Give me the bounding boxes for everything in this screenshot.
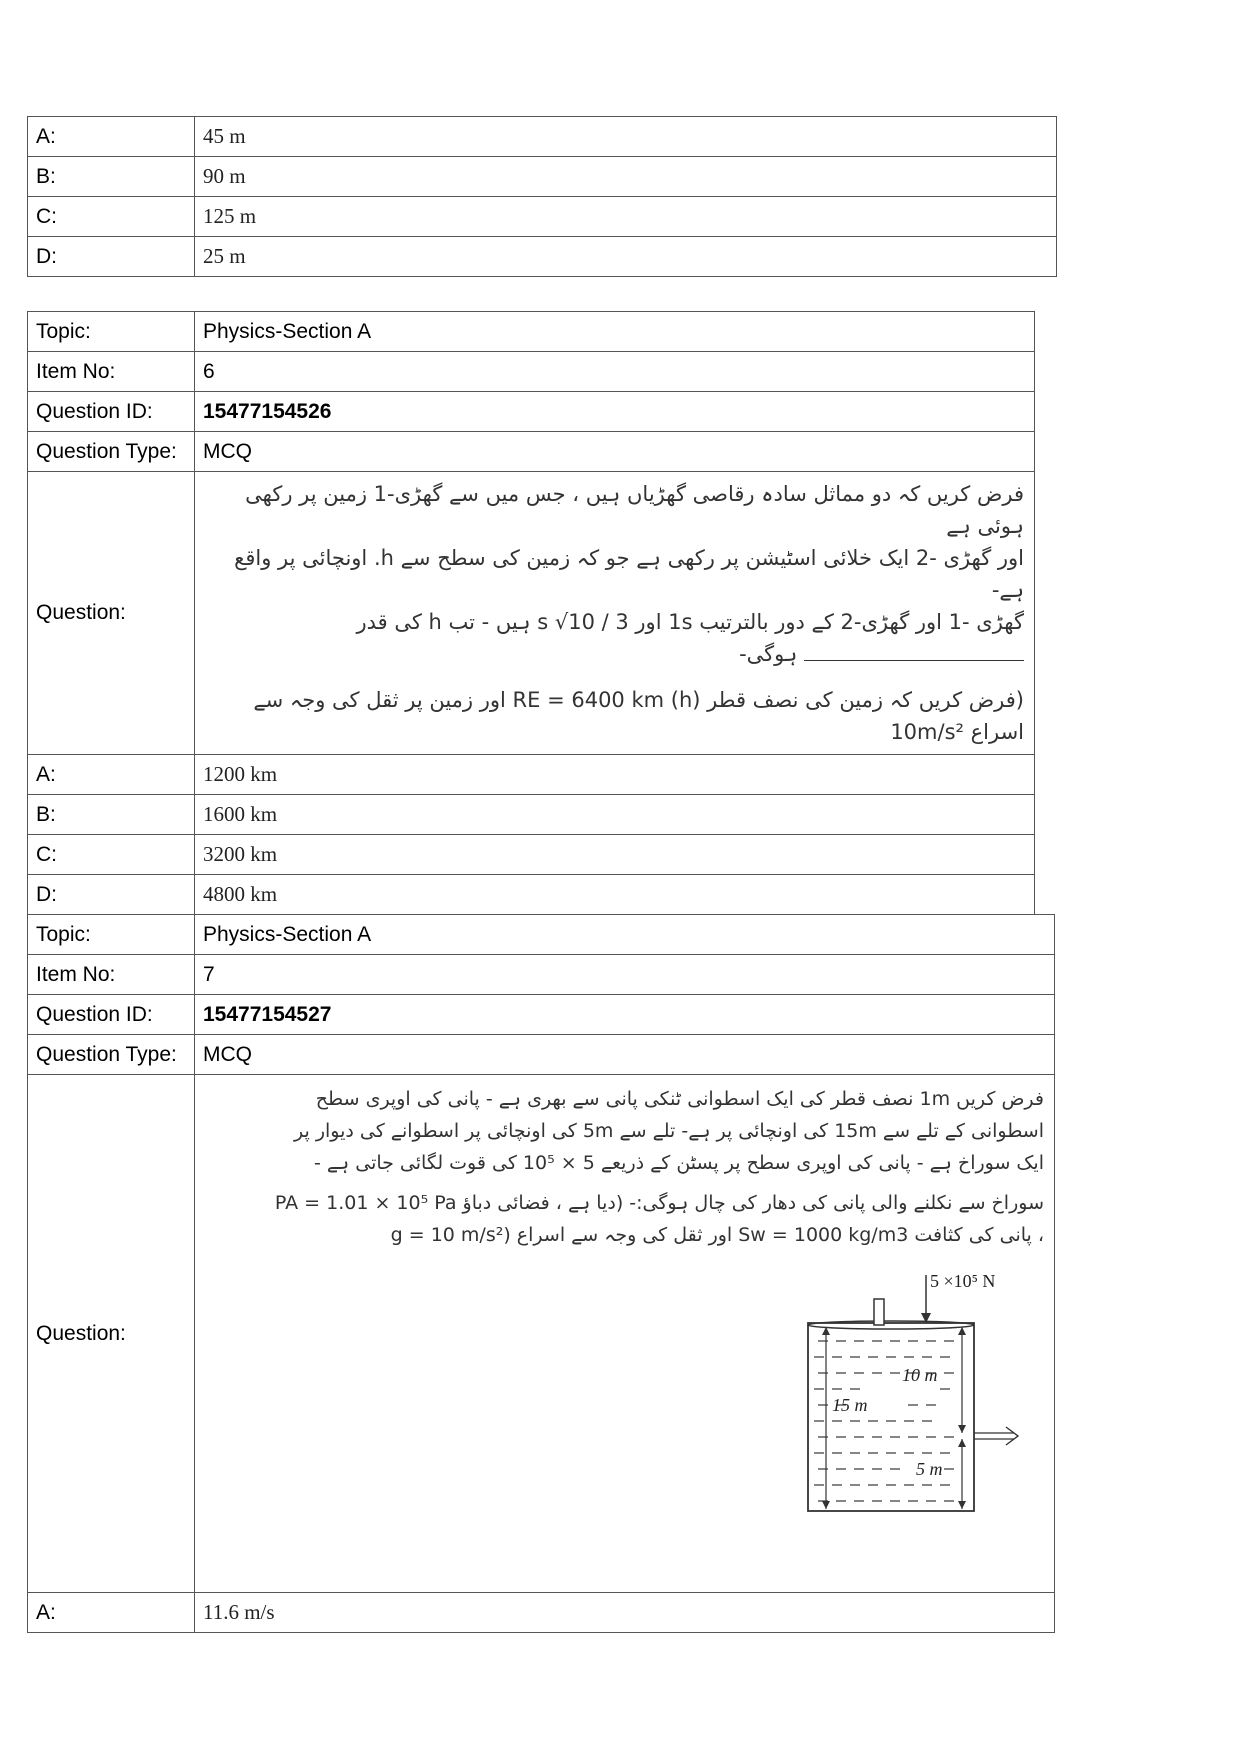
- topic-row: [28, 915, 1055, 955]
- question-label: Question:: [28, 1075, 195, 1593]
- qid-label: Question ID:: [28, 995, 195, 1035]
- item-row: [28, 352, 1035, 392]
- question-line: (فرض کریں کہ زمین کی نصف قطر (h) RE = 6400 km اور زمین پر ثقل کی وجہ سے: [253, 688, 1024, 712]
- tank-figure-wrap: [205, 1267, 1044, 1537]
- option-row: [28, 795, 1035, 835]
- option-value: 25 m: [195, 237, 1057, 277]
- option-value: 1600 km: [195, 795, 1035, 835]
- force-label: 5 ×10⁵ N: [930, 1271, 996, 1291]
- qtype-label: Question Type:: [28, 1035, 195, 1075]
- question-label: Question:: [28, 472, 195, 755]
- item-label: Item No:: [28, 955, 195, 995]
- option-value: 1200 km: [195, 755, 1035, 795]
- question-table-item-6: [27, 311, 1035, 915]
- option-value: 4800 km: [195, 875, 1035, 915]
- question-line: اور گھڑی -2 ایک خلائی اسٹیشن پر رکھی ہے جو کہ زمین کی سطح سے h. اونچائی پر واقع ہے-: [234, 546, 1024, 602]
- option-row: [28, 835, 1035, 875]
- tank-wall: [808, 1323, 974, 1511]
- topic-value: Physics-Section A: [195, 312, 1035, 352]
- qid-row: [28, 995, 1055, 1035]
- height-5m-label: 5 m: [916, 1459, 943, 1479]
- option-row: [28, 237, 1057, 277]
- dim-arrowhead: [958, 1425, 966, 1433]
- qtype-label: Question Type:: [28, 432, 195, 472]
- question-text: [195, 1075, 1055, 1593]
- option-label: A:: [28, 755, 195, 795]
- qtype-value: MCQ: [195, 1035, 1055, 1075]
- option-label: D:: [28, 237, 195, 277]
- jet-arrowhead: [1006, 1427, 1018, 1445]
- answer-blank: [804, 642, 1024, 661]
- option-label: C:: [28, 835, 195, 875]
- item-value: 7: [195, 955, 1055, 995]
- option-value: 3200 km: [195, 835, 1035, 875]
- question-line: ، پانی کی کثافت Sw = 1000 kg/m3 اور ثقل کی وجہ سے اسراع (g = 10 m/s²: [390, 1224, 1044, 1246]
- question-text: [195, 472, 1035, 755]
- topic-row: [28, 312, 1035, 352]
- topic-label: Topic:: [28, 915, 195, 955]
- option-value: 90 m: [195, 157, 1057, 197]
- question-line: فرض کریں 1m نصف قطر کی ایک اسطوانی ٹنکی پانی سے بھری ہے - پانی کی اوپری سطح: [315, 1088, 1044, 1110]
- question-line: سوراخ سے نکلنے والی پانی کی دھار کی چال ہوگی:- (دیا ہے ، فضائی دباؤ PA = 1.01 × 10⁵ Pa: [274, 1192, 1044, 1214]
- qid-value: 15477154526: [195, 392, 1035, 432]
- dim-arrowhead: [958, 1439, 966, 1447]
- dim-arrowhead: [822, 1501, 830, 1509]
- qtype-value: MCQ: [195, 432, 1035, 472]
- piston-rod: [874, 1299, 884, 1325]
- option-row: [28, 1593, 1055, 1633]
- option-value: 45 m: [195, 117, 1057, 157]
- qtype-row: [28, 432, 1035, 472]
- option-row: [28, 197, 1057, 237]
- question-line: فرض کریں کہ دو مماثل سادہ رقاصی گھڑیاں ہیں ، جس میں سے گھڑی-1 زمین پر رکھی ہوئی ہے: [245, 482, 1024, 538]
- question-table-item-7: [27, 914, 1055, 1633]
- item-value: 6: [195, 352, 1035, 392]
- option-row: [28, 157, 1057, 197]
- qid-row: [28, 392, 1035, 432]
- topic-value: Physics-Section A: [195, 915, 1055, 955]
- tank-figure: [774, 1267, 1044, 1537]
- option-row: [28, 755, 1035, 795]
- question-line: ہوگی-: [205, 638, 1024, 670]
- page-bottom-margin: [0, 1646, 1240, 1754]
- question-line: ایک سوراخ ہے - پانی کی اوپری سطح پر پسٹن کے ذریعے 5 × 10⁵ کی قوت لگائی جاتی ہے -: [314, 1152, 1044, 1174]
- option-label: A:: [28, 1593, 195, 1633]
- item-label: Item No:: [28, 352, 195, 392]
- option-label: A:: [28, 117, 195, 157]
- option-label: D:: [28, 875, 195, 915]
- height-15m-label: 15 m: [832, 1395, 868, 1415]
- question-line: اسطوانی کے تلے سے 15m کی اونچائی پر ہے- تلے سے 5m کی اونچائی پر اسطوانے کی دیوار پر: [294, 1120, 1044, 1142]
- question-line: گھڑی -1 اور گھڑی-2 کے دور بالترتیب 1s اور s √10 / 3 ہیں - تب h کی قدر: [356, 610, 1024, 634]
- qtype-row: [28, 1035, 1055, 1075]
- option-label: B:: [28, 157, 195, 197]
- option-value: 125 m: [195, 197, 1057, 237]
- option-label: B:: [28, 795, 195, 835]
- topic-label: Topic:: [28, 312, 195, 352]
- question-row: [28, 472, 1035, 755]
- question-line: اسراع 10m/s²: [890, 720, 1024, 744]
- option-row: [28, 117, 1057, 157]
- option-row: [28, 875, 1035, 915]
- height-10m-label: 10 m: [902, 1365, 938, 1385]
- option-value: 11.6 m/s: [195, 1593, 1055, 1633]
- item-row: [28, 955, 1055, 995]
- dim-arrowhead: [958, 1501, 966, 1509]
- question-row: [28, 1075, 1055, 1593]
- options-table-prev: [27, 116, 1057, 277]
- option-label: C:: [28, 197, 195, 237]
- qid-value: 15477154527: [195, 995, 1055, 1035]
- qid-label: Question ID:: [28, 392, 195, 432]
